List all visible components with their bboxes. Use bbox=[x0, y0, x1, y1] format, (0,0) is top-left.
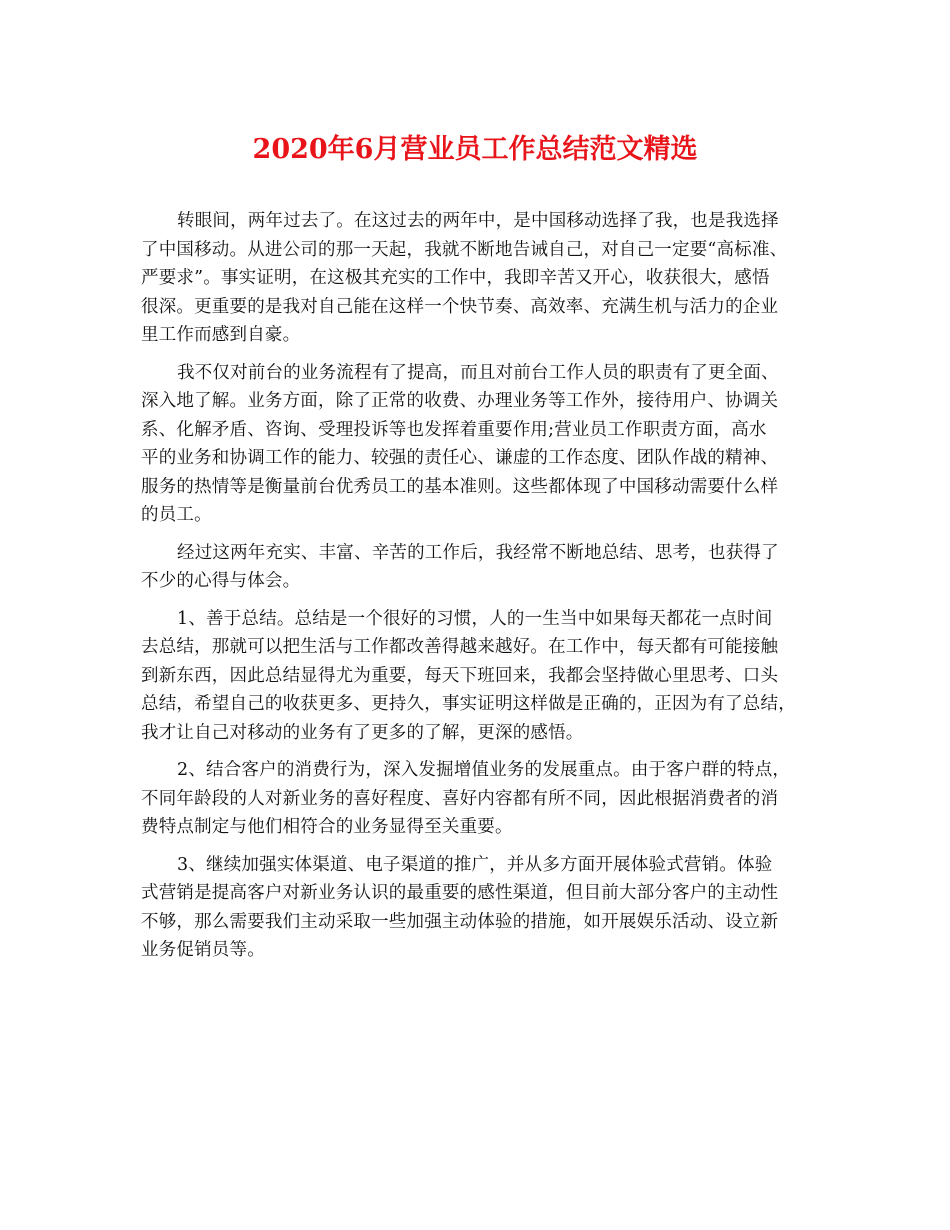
paragraph-line: 1、善于总结。总结是一个很好的习惯，人的一生当中如果每天都花一点时间 bbox=[177, 608, 773, 629]
paragraph-line: 2、结合客户的消费行为，深入发掘增值业务的发展重点。由于客户群的特点， bbox=[177, 760, 791, 780]
paragraph-line: 深入地了解。业务方面，除了正常的收费、办理业务等工作外，接待用户、协调关 bbox=[141, 391, 779, 411]
paragraph-line: 严要求”。事实证明，在这极其充实的工作中，我即辛苦又开心，收获很大，感悟 bbox=[141, 268, 770, 288]
paragraph-line: 系、化解矛盾、咨询、受理投诉等也发挥着重要作用;营业员工作职责方面，高水 bbox=[141, 419, 767, 440]
paragraph-4 bbox=[141, 605, 813, 748]
paragraph-line: 业务促销员等。 bbox=[141, 940, 265, 960]
paragraph-line: 费特点制定与他们相符合的业务显得至关重要。 bbox=[141, 817, 513, 837]
paragraph-line: 转眼间，两年过去了。在这过去的两年中，是中国移动选择了我，也是我选择 bbox=[177, 211, 779, 231]
paragraph-line: 去总结，那就可以把生活与工作都改善得越来越好。在工作中，每天都有可能接触 bbox=[141, 637, 779, 657]
paragraph-line: 服务的热情等是衡量前台优秀员工的基本准则。这些都体现了中国移动需要什么样 bbox=[141, 476, 779, 497]
paragraph-line: 不够，那么需要我们主动采取一些加强主动体验的措施，如开展娱乐活动、设立新 bbox=[141, 911, 779, 932]
paragraph-line: 不少的心得与体会。 bbox=[141, 571, 301, 591]
paragraph-line: 我才让自己对移动的业务有了更多的了解，更深的感悟。 bbox=[141, 722, 584, 743]
paragraph-line: 里工作而感到自豪。 bbox=[141, 325, 301, 345]
paragraph-5 bbox=[141, 756, 813, 842]
paragraph-line: 了中国移动。从进公司的那一天起，我就不断地告诫自己，对自己一定要“高标准、 bbox=[141, 239, 788, 260]
paragraph-line: 总结，希望自己的收获更多、更持久，事实证明这样做是正确的，正因为有了总结， bbox=[141, 694, 796, 714]
paragraph-3 bbox=[141, 539, 813, 596]
paragraph-1 bbox=[141, 207, 813, 350]
paragraph-line: 式营销是提高客户对新业务认识的最重要的感性渠道，但目前大部分客户的主动性 bbox=[141, 883, 779, 903]
document-body bbox=[141, 207, 813, 965]
paragraph-line: 经过这两年充实、丰富、辛苦的工作后，我经常不断地总结、思考，也获得了 bbox=[177, 542, 779, 563]
paragraph-line: 3、继续加强实体渠道、电子渠道的推广，并从多方面开展体验式营销。体验 bbox=[177, 854, 773, 875]
paragraph-line: 到新东西，因此总结显得尤为重要，每天下班回来，我都会坚持做心里思考、口头 bbox=[141, 665, 779, 686]
paragraph-line: 的员工。 bbox=[141, 505, 212, 525]
paragraph-line: 不同年龄段的人对新业务的喜好程度、喜好内容都有所不同，因此根据消费者的消 bbox=[141, 788, 779, 809]
paragraph-2 bbox=[141, 359, 813, 530]
paragraph-line: 我不仅对前台的业务流程有了提高，而且对前台工作人员的职责有了更全面、 bbox=[177, 362, 779, 383]
paragraph-line: 很深。更重要的是我对自己能在这样一个快节奏、高效率、充满生机与活力的企业 bbox=[141, 296, 779, 317]
paragraph-line: 平的业务和协调工作的能力、较强的责任心、谦虚的工作态度、团队作战的精神、 bbox=[141, 448, 779, 468]
paragraph-6 bbox=[141, 851, 813, 965]
document-title: 2020年6月营业员工作总结范文精选 bbox=[252, 134, 698, 165]
